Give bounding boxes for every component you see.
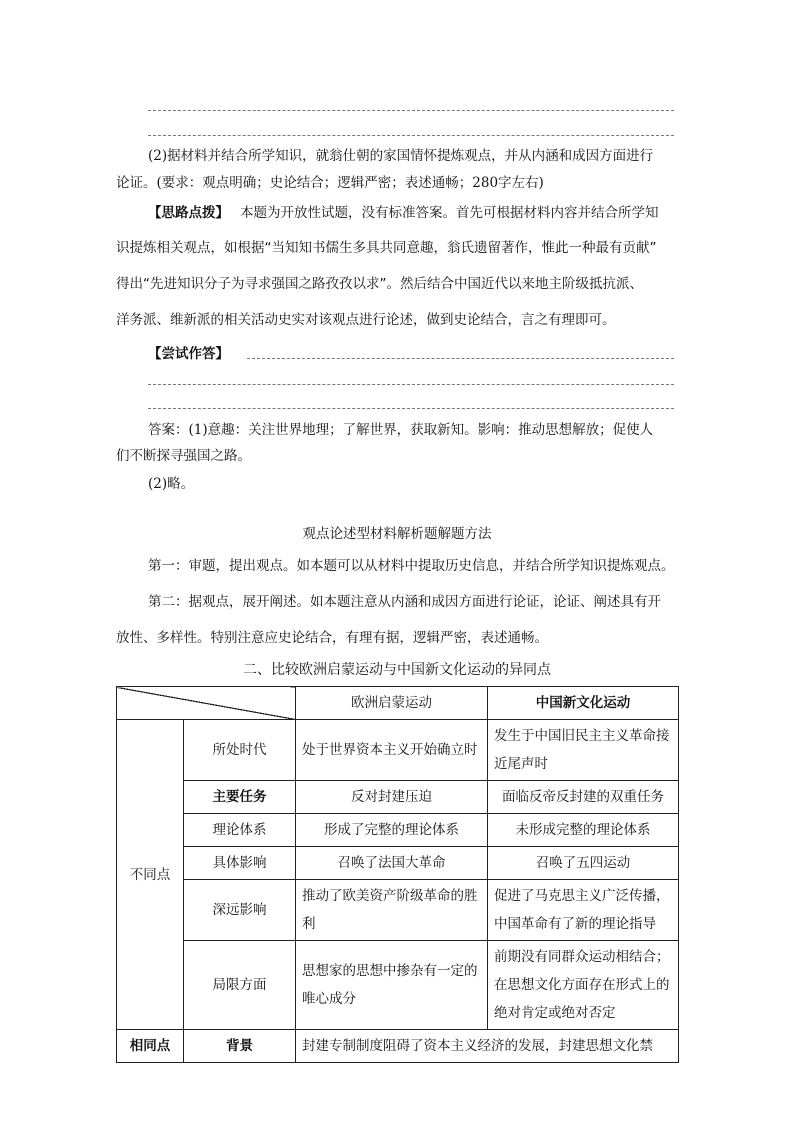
europe-cell: 召唤了法国大革命 [296,847,488,880]
aspect-cell: 主要任务 [184,781,296,814]
column-header-china: 中国新文化运动 [488,687,679,720]
hint-label: 【思路点拨】 [148,205,229,221]
group-label-diff: 不同点 [117,720,184,1030]
question-2-line-2: 论证。(要求：观点明确；史论结合；逻辑严密；表述通畅；280字左右) [116,175,544,191]
answer-line [148,135,674,136]
aspect-cell: 所处时代 [184,720,296,781]
column-header-europe: 欧洲启蒙运动 [296,687,488,720]
method-step-2-line-2: 放性、多样性。特别注意应史论结合，有理有据，逻辑严密，表述通畅。 [116,630,548,646]
method-title: 观点论述型材料解析题解题方法 [302,526,492,542]
europe-cell: 形成了完整的理论体系 [296,814,488,847]
hint-line-3: 得出“先进知识分子为寻求强国之路孜孜以求”。然后结合中国近代以来地主阶级抵抗派、 [116,276,643,292]
answer-line-1: 答案：(1)意趣：关注世界地理；了解世界，获取新知。影响：推动思想解放；促使人 [148,422,654,438]
header-diagonal-cell [117,687,296,720]
china-cell: 促进了马克思主义广泛传播，中国革命有了新的理论指导 [488,880,679,941]
table-row [117,720,679,781]
group-label-same: 相同点 [117,1030,184,1063]
question-2-line-1: (2)据材料并结合所学知识，就翁仕朝的家国情怀提炼观点，并从内涵和成因方面进行 [148,148,654,164]
aspect-cell: 局限方面 [184,941,296,1030]
aspect-cell: 具体影响 [184,847,296,880]
table-row [117,847,679,880]
hint-line-1: 本题为开放性试题，没有标准答案。首先可根据材料内容并结合所学知 [240,205,659,221]
europe-cell: 思想家的思想中掺杂有一定的唯心成分 [296,941,488,1030]
table-title: 二、比较欧洲启蒙运动与中国新文化运动的异同点 [243,662,551,678]
aspect-cell: 背景 [184,1030,296,1063]
table-row [117,941,679,1030]
answer-line [148,384,674,385]
answer-line [148,408,674,409]
table-row [117,880,679,941]
answer-line-2: 们不断探寻强国之路。 [116,448,251,464]
hint-line-2: 识提炼相关观点，如根据“当知知书儒生多具共同意趣，翁氏遗留著作，惟此一种最有贡献” [116,240,657,256]
europe-cell: 推动了欧美资产阶级革命的胜利 [296,880,488,941]
table-header-row [117,687,679,720]
europe-cell: 反对封建压迫 [296,781,488,814]
answer-line-3: (2)略。 [148,476,195,492]
china-cell: 面临反帝反封建的双重任务 [488,781,679,814]
background-cell: 封建专制制度阻碍了资本主义经济的发展，封建思想文化禁 [296,1030,679,1063]
comparison-table [116,686,679,1063]
china-cell: 前期没有同群众运动相结合；在思想文化方面存在形式上的绝对肯定或绝对否定 [488,941,679,1030]
method-step-2-line-1: 第二：据观点，展开阐述。如本题注意从内涵和成因方面进行论证，论证、阐述具有开 [148,594,661,610]
europe-cell: 处于世界资本主义开始确立时 [296,720,488,781]
hint-line-4: 洋务派、维新派的相关活动史实对该观点进行论述，做到史论结合，言之有理即可。 [116,312,616,328]
answer-line [148,110,674,111]
attempt-label: 【尝试作答】 [148,346,229,362]
answer-line [247,358,674,359]
table-row [117,781,679,814]
table-row [117,1030,679,1063]
china-cell: 发生于中国旧民主主义革命接近尾声时 [488,720,679,781]
china-cell: 召唤了五四运动 [488,847,679,880]
aspect-cell: 深远影响 [184,880,296,941]
china-cell: 未形成完整的理论体系 [488,814,679,847]
method-step-1: 第一：审题，提出观点。如本题可以从材料中提取历史信息，并结合所学知识提炼观点。 [148,558,675,574]
aspect-cell: 理论体系 [184,814,296,847]
table-row [117,814,679,847]
